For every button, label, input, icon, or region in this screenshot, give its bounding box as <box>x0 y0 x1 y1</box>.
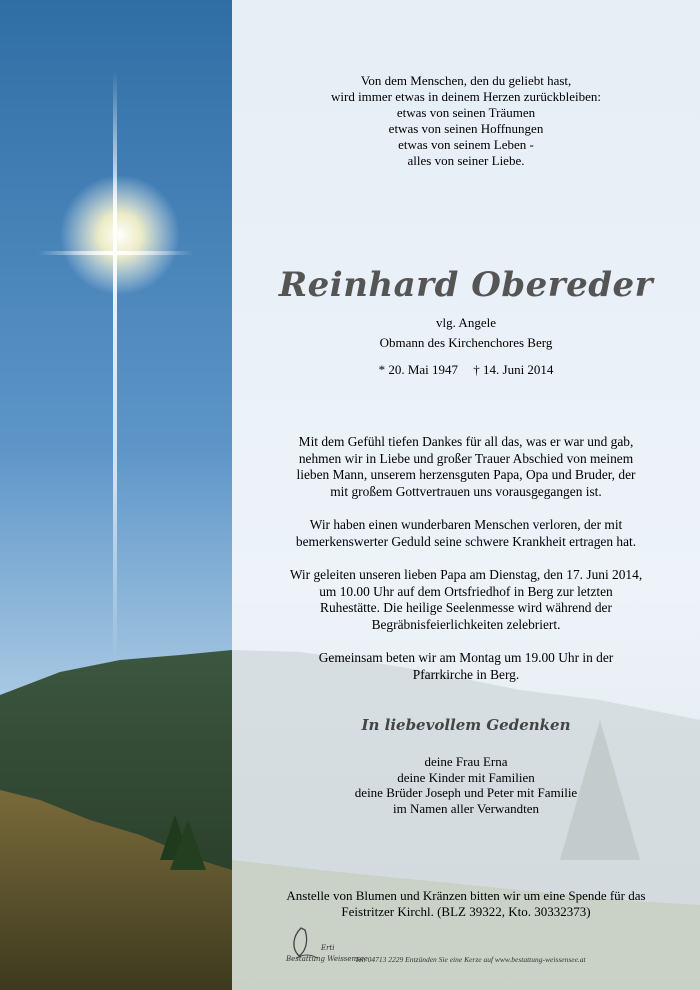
body-line: lieben Mann, unserem herzensguten Papa, Opa und Bruder, der <box>296 467 636 482</box>
family-line: im Namen aller Verwandten <box>393 800 539 816</box>
deceased-role: Obmann des Kirchenchores Berg <box>379 335 553 350</box>
body-line: Ruhestätte. Die heilige Seelenmesse wird während der <box>320 600 612 615</box>
paragraph-thanks <box>232 434 700 500</box>
body-line: um 10.00 Uhr auf dem Ortsfriedhof in Berg zur letzten <box>319 583 613 599</box>
paragraph-prayer <box>232 650 700 683</box>
logo-text: Erti <box>321 944 335 952</box>
obituary-body <box>232 434 700 700</box>
family-line: deine Brüder Joseph und Peter mit Familie <box>354 785 578 800</box>
body-line: Gemeinsam beten wir am Montag um 19.00 Uhr in der <box>318 650 614 665</box>
body-line: Mit dem Gefühl tiefen Dankes für all das, was er war und gab, <box>298 434 634 449</box>
body-line: nehmen wir in Liebe und großer Trauer Abschied von meinem <box>298 450 634 466</box>
poem-line: etwas von seinen Träumen <box>396 105 536 120</box>
memory-heading: In liebevollem Gedenken <box>361 716 571 734</box>
body-line: mit großem Gottvertrauen uns vorausgegangen ist. <box>330 483 602 499</box>
contact-line[interactable]: Tel. 04713 2229 Entzünden Sie eine Kerze auf www.bestattung-weissensee.at <box>355 955 586 964</box>
birth-date: * 20. Mai 1947 <box>378 362 459 377</box>
death-date: † 14. Juni 2014 <box>473 362 554 377</box>
body-line: Pfarrkirche in Berg. <box>412 666 520 682</box>
deceased-name: Reinhard Obereder <box>278 265 654 305</box>
closing-line: Anstelle von Blumen und Kränzen bitten wir um eine Spende für das <box>286 888 646 903</box>
deceased-subtitle <box>232 313 700 353</box>
poem-line: wird immer etwas in deinem Herzen zurückbleiben: <box>330 89 601 104</box>
deceased-nickname: vlg. Angele <box>436 315 496 330</box>
life-dates <box>232 362 700 378</box>
poem <box>232 73 700 169</box>
poem-line: Von dem Menschen, den du geliebt hast, <box>360 73 572 88</box>
body-line: Wir haben einen wunderbaren Menschen verloren, der mit <box>309 517 623 532</box>
funeral-home-footer <box>283 922 683 972</box>
paragraph-funeral <box>232 567 700 633</box>
body-line: Wir geleiten unseren lieben Papa am Dienstag, den 17. Juni 2014, <box>289 567 643 582</box>
family-line: deine Kinder mit Familien <box>397 769 535 785</box>
body-line: Begräbnisfeierlichkeiten zelebriert. <box>371 616 561 632</box>
family-line: deine Frau Erna <box>424 754 508 769</box>
brand-name: Bestattung Weissensee <box>286 955 368 963</box>
poem-line: etwas von seinen Hoffnungen <box>388 121 544 136</box>
body-line: bemerkenswerter Geduld seine schwere Krankheit ertragen hat. <box>295 533 637 549</box>
closing-line: Feistritzer Kirchl. (BLZ 39322, Kto. 30332373) <box>341 904 591 919</box>
donation-note <box>232 888 700 920</box>
paragraph-loss <box>232 517 700 550</box>
poem-line: alles von seiner Liebe. <box>407 153 525 168</box>
family-list <box>232 754 700 816</box>
poem-line: etwas von seinem Leben - <box>398 137 534 152</box>
